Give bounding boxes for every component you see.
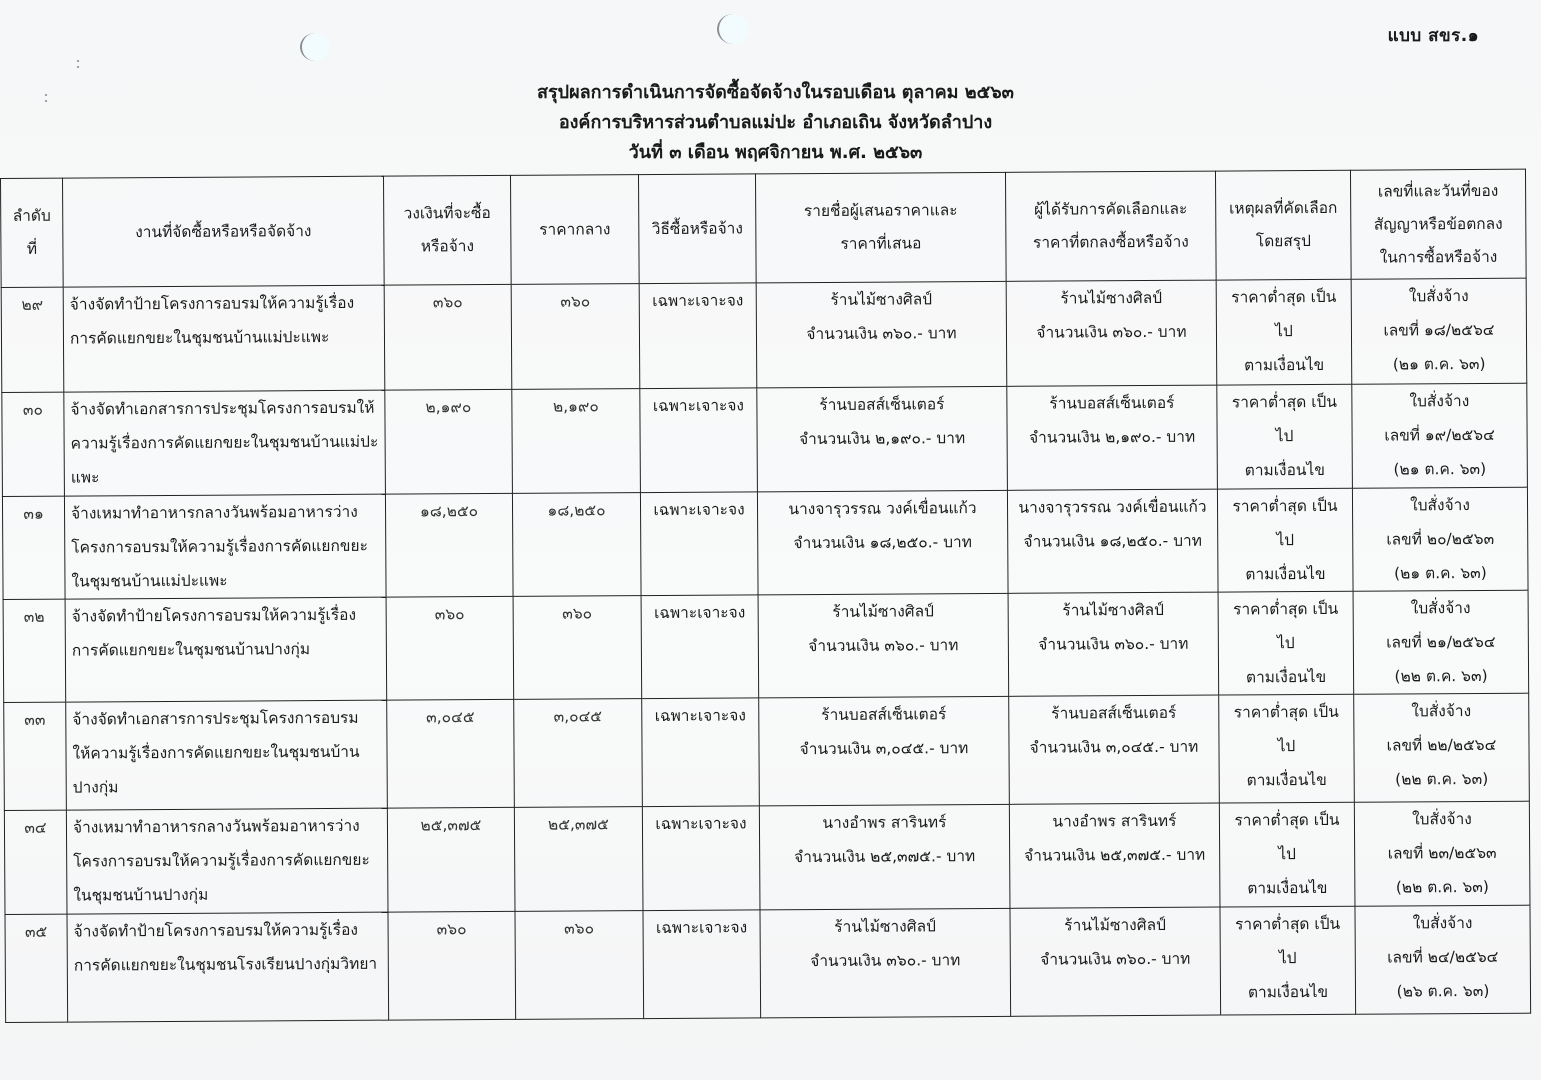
budget-amount: ๒๕,๓๗๕ bbox=[387, 807, 515, 912]
reason-line: ตามเงื่อนไข bbox=[1246, 770, 1327, 790]
selected-cell bbox=[1006, 280, 1217, 386]
procurement-method: เฉพาะเจาะจง bbox=[642, 698, 760, 807]
work-line: จ้างจัดทำเอกสารการประชุมโครงการอบรม bbox=[72, 708, 359, 729]
bidder-amount: จำนวนเงิน ๓๖๐.- บาท bbox=[810, 951, 961, 971]
header-median-price: ราคากลาง bbox=[510, 175, 639, 285]
contract-info bbox=[1352, 487, 1528, 591]
contract-line: (๒๖ ต.ค. ๖๓) bbox=[1396, 981, 1490, 1001]
contract-line: เลขที่ ๒๑/๒๕๖๔ bbox=[1386, 632, 1496, 652]
selected-name: ร้านไม้ซางศิลป์ bbox=[1062, 600, 1165, 620]
contract-info bbox=[1354, 693, 1530, 802]
reason-line: ตามเงื่อนไข bbox=[1245, 667, 1327, 687]
title-organization: องค์การบริหารส่วนตำบลแม่ปะ อำเภอเถิน จังหวัดลำปาง bbox=[558, 112, 993, 133]
bidder-amount: จำนวนเงิน ๒,๑๙๐.- บาท bbox=[799, 429, 966, 449]
reason-line: ตามเงื่อนไข bbox=[1247, 878, 1328, 898]
header-selected: ผู้ได้รับการคัดเลือกและ ราคาที่ตกลงซื้อหรือจ้าง bbox=[1005, 171, 1216, 281]
contract-info bbox=[1352, 383, 1528, 488]
contract-line: ใบสั่งจ้าง bbox=[1410, 496, 1470, 515]
selection-reason bbox=[1219, 694, 1355, 803]
work-line: จ้างจัดทำป้ายโครงการอบรมให้ความรู้เรื่อง bbox=[69, 293, 355, 314]
bidder-name: นางอำพร สารินทร์ bbox=[822, 813, 947, 832]
reason-line: ราคาต่ำสุด เป็นไป bbox=[1233, 599, 1339, 653]
selected-name: ร้านบอสส์เซ็นเตอร์ bbox=[1049, 393, 1175, 413]
header-no: ลำดับ ที่ bbox=[1, 178, 64, 287]
selected-name: นางอำพร สารินทร์ bbox=[1052, 811, 1177, 831]
bidder-name: ร้านบอสส์เซ็นเตอร์ bbox=[821, 705, 947, 724]
contract-line: ใบสั่งจ้าง bbox=[1411, 702, 1472, 721]
row-number: ๓๒ bbox=[3, 599, 66, 702]
procurement-method: เฉพาะเจาะจง bbox=[640, 388, 758, 493]
bidder-amount: จำนวนเงิน ๓๖๐.- บาท bbox=[808, 636, 959, 656]
selection-reason bbox=[1217, 384, 1353, 489]
table-row bbox=[4, 801, 1530, 914]
work-line: ปางกุ่ม bbox=[72, 778, 119, 797]
reason-line: ราคาต่ำสุด เป็นไป bbox=[1234, 914, 1341, 968]
work-line: จ้างเหมาทำอาหารกลางวันพร้อมอาหารว่าง bbox=[72, 816, 360, 837]
header-budget: วงเงินที่จะซื้อ หรือจ้าง bbox=[383, 175, 511, 285]
contract-line: เลขที่ ๒๒/๒๕๖๔ bbox=[1386, 735, 1497, 755]
header-reason: เหตุผลที่คัดเลือก โดยสรุป bbox=[1215, 170, 1351, 280]
median-price: ๓,๐๔๕ bbox=[514, 699, 643, 808]
work-line: การคัดแยกขยะในชุมชนบ้านปางกุ่ม bbox=[71, 640, 311, 660]
row-number: ๓๔ bbox=[4, 810, 67, 914]
header-method: วิธีซื้อหรือจ้าง bbox=[638, 174, 756, 284]
work-description bbox=[63, 285, 385, 392]
scan-speck bbox=[77, 66, 79, 68]
work-line: แพะ bbox=[70, 468, 100, 487]
title-main: สรุปผลการดำเนินการจัดซื้อจัดจ้างในรอบเดือน ตุลาคม ๒๕๖๓ bbox=[537, 82, 1014, 103]
work-line: จ้างจัดทำป้ายโครงการอบรมให้ความรู้เรื่อง bbox=[73, 920, 358, 941]
selection-reason bbox=[1218, 591, 1354, 695]
contract-line: เลขที่ ๒๔/๒๕๖๔ bbox=[1387, 947, 1499, 967]
work-line: การคัดแยกขยะในชุมชนบ้านแม่ปะแพะ bbox=[69, 327, 330, 348]
bidder-amount: จำนวนเงิน ๓,๐๔๕.- บาท bbox=[799, 739, 969, 759]
selected-name: ร้านไม้ซางศิลป์ bbox=[1064, 915, 1166, 935]
bidder-name: ร้านไม้ซางศิลป์ bbox=[830, 290, 933, 309]
median-price: ๓๖๐ bbox=[511, 284, 640, 390]
table-row bbox=[4, 693, 1530, 810]
row-number: ๒๙ bbox=[1, 287, 64, 392]
bidder-name: ร้านบอสส์เซ็นเตอร์ bbox=[819, 395, 945, 414]
bidder-name: ร้านไม้ซางศิลป์ bbox=[832, 602, 935, 621]
work-line: ในชุมชนบ้านแม่ปะแพะ bbox=[71, 571, 228, 591]
header-work: งานที่จัดซื้อหรือหรือจัดจ้าง bbox=[63, 176, 385, 287]
selected-amount: จำนวนเงิน ๓๖๐.- บาท bbox=[1040, 949, 1191, 969]
contract-line: ใบสั่งจ้าง bbox=[1410, 599, 1471, 618]
document-titles bbox=[0, 78, 1541, 168]
form-code: แบบ สขร.๑ bbox=[1387, 26, 1479, 46]
procurement-method: เฉพาะเจาะจง bbox=[640, 492, 758, 596]
budget-amount: ๓,๐๔๕ bbox=[387, 699, 515, 808]
procurement-method: เฉพาะเจาะจง bbox=[639, 283, 757, 389]
budget-amount: ๓๖๐ bbox=[384, 284, 512, 390]
selected-cell bbox=[1010, 907, 1221, 1016]
selected-amount: จำนวนเงิน ๒,๑๙๐.- บาท bbox=[1029, 427, 1196, 447]
median-price: ๒,๑๙๐ bbox=[512, 389, 641, 494]
bidder-amount: จำนวนเงิน ๑๘,๒๕๐.- บาท bbox=[793, 533, 973, 553]
contract-line: (๒๒ ต.ค. ๖๓) bbox=[1395, 877, 1489, 897]
work-description bbox=[66, 808, 388, 914]
row-number: ๓๑ bbox=[2, 496, 65, 599]
contract-info bbox=[1354, 801, 1530, 906]
reason-line: ตามเงื่อนไข bbox=[1244, 460, 1325, 480]
bidder-cell bbox=[759, 804, 1010, 910]
work-line: จ้างจัดทำเอกสารการประชุมโครงการอบรมให้ bbox=[70, 398, 375, 419]
reason-line: ราคาต่ำสุด เป็นไป bbox=[1234, 810, 1340, 864]
procurement-method: เฉพาะเจาะจง bbox=[641, 595, 759, 699]
selected-cell bbox=[1007, 385, 1218, 490]
work-description bbox=[65, 597, 387, 702]
contract-line: (๒๒ ต.ค. ๖๓) bbox=[1394, 666, 1488, 686]
row-number: ๓๓ bbox=[4, 702, 67, 810]
selected-cell bbox=[1007, 489, 1218, 593]
selected-amount: จำนวนเงิน ๓,๐๔๕.- บาท bbox=[1029, 737, 1199, 757]
work-line: ในชุมชนบ้านปางกุ่ม bbox=[73, 885, 209, 905]
contract-line: ใบสั่งจ้าง bbox=[1408, 287, 1469, 306]
contract-info bbox=[1353, 590, 1529, 694]
budget-amount: ๒,๑๙๐ bbox=[385, 389, 513, 494]
table-row bbox=[5, 905, 1531, 1022]
bidder-cell bbox=[760, 908, 1011, 1018]
table-row bbox=[2, 383, 1528, 496]
selected-name: ร้านไม้ซางศิลป์ bbox=[1060, 288, 1163, 308]
selected-amount: จำนวนเงิน ๒๕,๓๗๕.- บาท bbox=[1024, 845, 1206, 865]
selection-reason bbox=[1217, 488, 1353, 592]
procurement-table bbox=[0, 169, 1531, 1023]
reason-line: ตามเงื่อนไข bbox=[1247, 982, 1329, 1002]
table-row bbox=[3, 590, 1529, 702]
contract-line: (๒๑ ต.ค. ๖๓) bbox=[1393, 459, 1487, 479]
contract-line: เลขที่ ๑๘/๒๕๖๔ bbox=[1383, 320, 1495, 340]
work-description bbox=[64, 494, 386, 599]
selected-cell bbox=[1009, 695, 1220, 804]
bidder-amount: จำนวนเงิน ๒๕,๓๗๕.- บาท bbox=[794, 847, 976, 867]
budget-amount: ๓๖๐ bbox=[386, 596, 514, 700]
contract-line: ใบสั่งจ้าง bbox=[1411, 810, 1472, 829]
contract-line: ใบสั่งจ้าง bbox=[1409, 392, 1470, 411]
bidder-name: ร้านไม้ซางศิลป์ bbox=[834, 917, 936, 936]
work-line: ความรู้เรื่องการคัดแยกขยะในชุมชนบ้านแม่ปะ bbox=[70, 432, 379, 453]
work-line: จ้างจัดทำป้ายโครงการอบรมให้ความรู้เรื่อง bbox=[71, 605, 357, 626]
median-price: ๒๕,๓๗๕ bbox=[514, 807, 643, 912]
bidder-cell bbox=[758, 593, 1009, 698]
contract-info bbox=[1351, 278, 1527, 384]
contract-line: เลขที่ ๒๓/๒๕๖๓ bbox=[1387, 843, 1497, 863]
bidder-amount: จำนวนเงิน ๓๖๐.- บาท bbox=[806, 324, 957, 344]
scan-speck bbox=[77, 60, 79, 62]
work-line: การคัดแยกขยะในชุมชนโรงเรียนปางกุ่มวิทยา bbox=[73, 954, 378, 975]
contract-line: (๒๑ ต.ค. ๖๓) bbox=[1394, 563, 1487, 583]
selected-amount: จำนวนเงิน ๓๖๐.- บาท bbox=[1038, 634, 1189, 654]
work-description bbox=[67, 912, 389, 1022]
row-number: ๓๕ bbox=[5, 914, 68, 1022]
work-line: โครงการอบรมให้ความรู้เรื่องการคัดแยกขยะ bbox=[71, 536, 368, 557]
selected-cell bbox=[1009, 803, 1220, 908]
reason-line: ราคาต่ำสุด เป็นไป bbox=[1231, 287, 1337, 341]
bidder-cell bbox=[757, 386, 1008, 492]
median-price: ๑๘,๒๕๐ bbox=[512, 493, 641, 597]
table-row bbox=[1, 278, 1527, 392]
header-contract: เลขที่และวันที่ของ สัญญาหรือข้อตกลง ในการซื้อหรือจ้าง bbox=[1350, 169, 1526, 279]
procurement-method: เฉพาะเจาะจง bbox=[643, 910, 761, 1019]
contract-line: เลขที่ ๒๐/๒๕๖๓ bbox=[1386, 529, 1495, 549]
median-price: ๓๖๐ bbox=[515, 911, 644, 1020]
work-line: โครงการอบรมให้ความรู้เรื่องการคัดแยกขยะ bbox=[73, 850, 370, 871]
contract-info bbox=[1355, 905, 1531, 1014]
reason-line: ตามเงื่อนไข bbox=[1245, 564, 1326, 584]
bidder-cell bbox=[756, 281, 1007, 388]
punch-hole-top bbox=[717, 14, 749, 44]
table-row bbox=[2, 487, 1528, 599]
reason-line: ราคาต่ำสุด เป็นไป bbox=[1232, 496, 1338, 550]
title-date: วันที่ ๓ เดือน พฤศจิกายน พ.ศ. ๒๕๖๓ bbox=[628, 142, 923, 163]
punch-hole-left bbox=[300, 33, 330, 61]
row-number: ๓๐ bbox=[2, 392, 65, 496]
work-description bbox=[64, 390, 386, 496]
contract-line: เลขที่ ๑๙/๒๕๖๔ bbox=[1384, 425, 1495, 445]
contract-line: (๒๑ ต.ค. ๖๓) bbox=[1392, 354, 1486, 374]
work-line: ให้ความรู้เรื่องการคัดแยกขยะในชุมชนบ้าน bbox=[72, 742, 360, 763]
work-line: จ้างเหมาทำอาหารกลางวันพร้อมอาหารว่าง bbox=[70, 502, 358, 523]
bidder-name: นางจารุวรรณ วงค์เขื่อนแก้ว bbox=[788, 499, 977, 519]
selected-name: ร้านบอสส์เซ็นเตอร์ bbox=[1051, 703, 1177, 723]
budget-amount: ๑๘,๒๕๐ bbox=[385, 493, 513, 597]
selection-reason bbox=[1220, 906, 1356, 1015]
reason-line: ราคาต่ำสุด เป็นไป bbox=[1233, 702, 1339, 756]
contract-line: (๒๒ ต.ค. ๖๓) bbox=[1395, 769, 1489, 789]
reason-line: ราคาต่ำสุด เป็นไป bbox=[1231, 392, 1337, 446]
bidder-cell bbox=[757, 490, 1008, 595]
contract-line: ใบสั่งจ้าง bbox=[1412, 914, 1473, 933]
selection-reason bbox=[1216, 279, 1352, 385]
header-bidders: รายชื่อผู้เสนอราคาและ ราคาที่เสนอ bbox=[755, 172, 1006, 283]
selected-amount: จำนวนเงิน ๑๘,๒๕๐.- บาท bbox=[1023, 531, 1202, 551]
median-price: ๓๖๐ bbox=[513, 596, 642, 700]
work-description bbox=[66, 700, 388, 810]
reason-line: ตามเงื่อนไข bbox=[1244, 355, 1325, 375]
selected-name: นางจารุวรรณ วงค์เขื่อนแก้ว bbox=[1018, 497, 1207, 517]
budget-amount: ๓๖๐ bbox=[388, 911, 516, 1020]
procurement-method: เฉพาะเจาะจง bbox=[642, 806, 760, 911]
selected-amount: จำนวนเงิน ๓๖๐.- บาท bbox=[1036, 322, 1187, 342]
selection-reason bbox=[1219, 802, 1355, 907]
selected-cell bbox=[1008, 592, 1219, 696]
table-header-row bbox=[1, 169, 1527, 287]
bidder-cell bbox=[759, 696, 1010, 806]
